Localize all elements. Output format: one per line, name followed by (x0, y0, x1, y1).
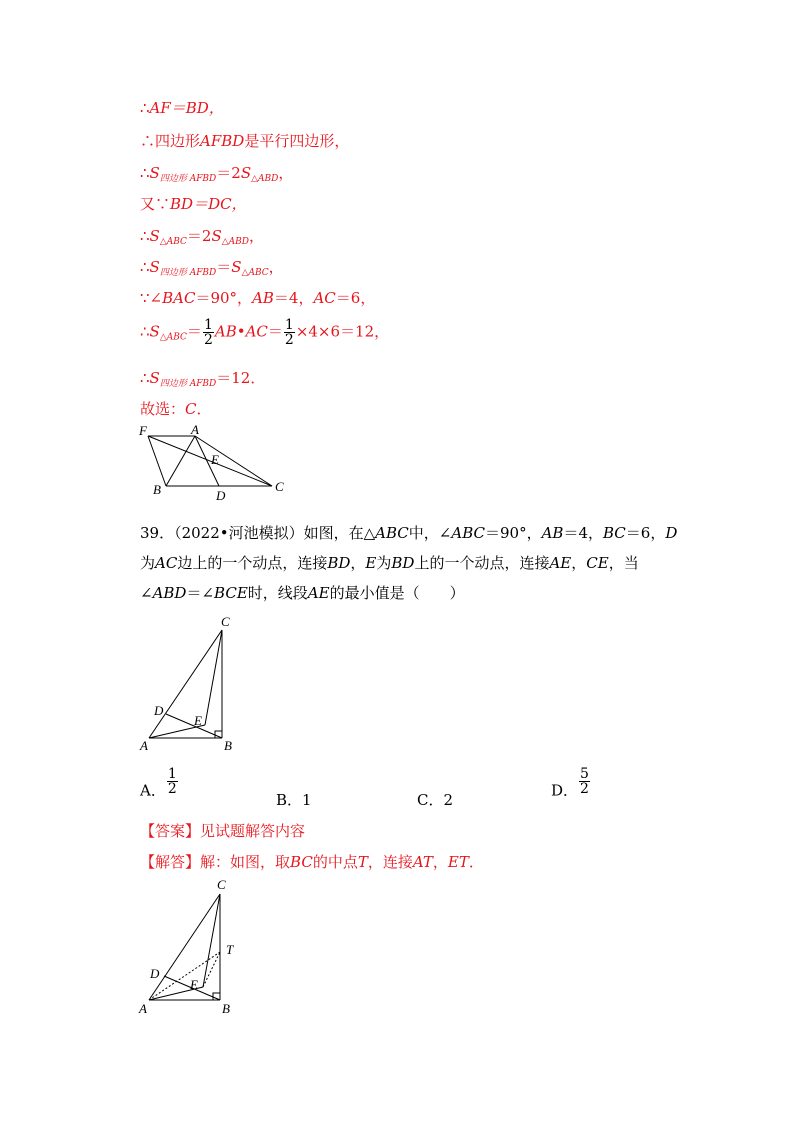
segment-ac (149, 630, 222, 738)
segment-name: AC (313, 289, 336, 307)
option-b[interactable] (276, 789, 312, 810)
question-39 (140, 518, 700, 608)
option-label: A． (140, 781, 166, 800)
segment-name: BD (391, 554, 415, 572)
analysis-tag: 【解答】 (140, 853, 201, 871)
fraction (284, 318, 295, 347)
segment-name: AE (307, 584, 330, 602)
text: ∴ (140, 258, 150, 276)
segment-name: AB (541, 524, 564, 542)
triangle-name: ABC (375, 524, 409, 542)
answer-line (140, 820, 305, 841)
solution-line-1 (140, 97, 224, 118)
numerator: 1 (167, 766, 177, 782)
option-label: B． (276, 791, 303, 809)
text: ， (249, 227, 265, 245)
area-symbol: S (149, 369, 160, 387)
figure-triangle-solution (135, 872, 250, 1022)
text: 上的一个动点，连接 (414, 554, 550, 572)
text: ∴ (140, 164, 150, 182)
text: ． (468, 853, 484, 871)
label-a: A (139, 1001, 147, 1016)
segment-name: AB (252, 289, 274, 307)
subscript: △ABD (221, 237, 250, 247)
label-c: C (221, 614, 230, 629)
text: 是平行四边形， (244, 132, 350, 150)
text: ＝ (216, 258, 232, 276)
segment-fc (148, 436, 272, 486)
point-name: E (365, 554, 377, 572)
subscript: △ABC (241, 268, 269, 278)
text: ＝∠ (186, 584, 215, 602)
area-symbol: S (231, 258, 242, 276)
label-a: A (140, 738, 148, 753)
segment-name: AC (155, 554, 178, 572)
segment-name: BC (290, 853, 313, 871)
text: ∴ (140, 322, 150, 341)
solution-line-7 (140, 287, 375, 308)
denominator: 2 (167, 781, 177, 797)
shape-name: AFBD (200, 132, 245, 150)
product-text: AB•AC (214, 322, 268, 341)
text: 故选： (140, 400, 186, 418)
text: ∠ (140, 584, 153, 602)
text: ＝6， (335, 289, 376, 307)
subscript: 四边形 AFBD (159, 268, 217, 278)
question-number: 39． (140, 524, 175, 542)
point-name: T (357, 853, 368, 871)
text: 解：如图，取 (200, 853, 291, 871)
subscript: △ABD (251, 174, 279, 184)
fraction (167, 767, 178, 796)
text: ×4×6＝12， (295, 322, 390, 341)
subscript: 四边形 AFBD (159, 174, 217, 184)
numerator: 5 (580, 766, 589, 782)
area-symbol: S (149, 322, 160, 341)
segment-et-dotted (203, 952, 220, 987)
text: ∵∠ (140, 289, 163, 307)
text: 如图，在△ (303, 524, 376, 542)
equation-text: BD＝DC， (170, 195, 247, 213)
option-label: C． (417, 791, 444, 809)
segment-at-dotted (149, 952, 220, 1000)
text: ＝ (267, 322, 283, 341)
point-name: D (665, 524, 678, 542)
therefore-symbol: ∴ (140, 99, 150, 117)
angle-name: BAC (162, 289, 196, 307)
label-d: D (154, 703, 164, 718)
segment-name: AE (549, 554, 572, 572)
numerator: 1 (203, 317, 213, 333)
segment-ce (203, 894, 220, 987)
area-symbol: S (149, 227, 160, 245)
subscript: △ABC (159, 237, 187, 247)
option-label: D． (551, 781, 579, 800)
segment-name: ET (447, 853, 469, 871)
angle-name: BCE (214, 584, 248, 602)
label-d: D (216, 488, 226, 503)
segment-ac (149, 894, 220, 1000)
text: ， (432, 853, 448, 871)
segment-name: BC (603, 524, 626, 542)
segment-name: BD (327, 554, 351, 572)
area-symbol: S (149, 164, 160, 182)
text: ，连接 (367, 853, 413, 871)
text: ，当 (608, 554, 639, 572)
figure-parallelogram (135, 420, 295, 505)
label-c: C (217, 877, 226, 892)
question-source: （2022•河池模拟） (174, 524, 304, 542)
text: ＝90°， (485, 524, 542, 542)
text: ＝2 (186, 227, 212, 245)
text: 中，∠ (408, 524, 452, 542)
label-e: E (194, 713, 202, 728)
solution-line-3 (140, 162, 293, 184)
label-a: A (191, 422, 199, 437)
solution-line-2 (140, 130, 349, 151)
solution-line-6 (140, 256, 284, 278)
equation-text: AF＝BD， (149, 99, 224, 117)
segment-ce (205, 630, 222, 725)
text: ， (571, 554, 587, 572)
text: 又∵ (140, 195, 171, 213)
label-e: E (190, 977, 198, 992)
segment-name: CE (586, 554, 609, 572)
fraction (579, 767, 590, 796)
angle-name: ABD (152, 584, 187, 602)
option-a[interactable] (140, 767, 179, 801)
analysis-line (140, 851, 484, 872)
label-t: T (226, 942, 234, 957)
text: 时，线段 (247, 584, 308, 602)
option-value: 1 (302, 791, 312, 809)
text: 为 (140, 554, 156, 572)
fraction (203, 318, 214, 347)
text: ＝6， (625, 524, 666, 542)
text: ， (268, 258, 284, 276)
answer-letter: C (185, 400, 197, 418)
text: ＝ (186, 322, 202, 341)
denominator: 2 (580, 781, 589, 797)
text: ∴ (140, 369, 150, 387)
label-c: C (275, 479, 284, 494)
text: ＝2 (216, 164, 241, 182)
denominator: 2 (284, 332, 294, 348)
area-symbol: S (149, 258, 160, 276)
text: 边上的一个动点，连接 (177, 554, 328, 572)
text: ＝12． (216, 369, 266, 387)
area-symbol: S (211, 227, 222, 245)
answer-tag: 【答案】 (140, 822, 201, 840)
solution-line-8 (140, 318, 389, 347)
figure-triangle-question (135, 610, 245, 755)
segment-ab (166, 436, 195, 486)
solution-line-4 (140, 193, 247, 214)
text: ． (196, 400, 212, 418)
angle-name: ABC (451, 524, 485, 542)
text: ＝4， (273, 289, 314, 307)
text: ， (278, 164, 294, 182)
segment-name: AT (412, 853, 433, 871)
text: ∴ (140, 227, 150, 245)
option-c[interactable] (417, 789, 453, 810)
text: ， (350, 554, 366, 572)
segment-fb (148, 436, 166, 486)
solution-line-10 (140, 398, 212, 419)
text: 为 (376, 554, 392, 572)
label-d: D (150, 966, 160, 981)
solution-line-5 (140, 225, 264, 247)
label-b: B (153, 482, 161, 497)
solution-line-9 (140, 367, 265, 389)
answer-text: 见试题解答内容 (200, 822, 306, 840)
subscript: 四边形 AFBD (159, 379, 217, 389)
text: ＝4， (563, 524, 603, 542)
text: 的中点 (312, 853, 358, 871)
area-symbol: S (240, 164, 252, 182)
label-e: E (211, 452, 219, 467)
label-f: F (139, 423, 147, 438)
label-b: B (222, 1001, 230, 1016)
text: 的最小值是（ ） (329, 584, 465, 602)
text: ＝90°， (195, 289, 253, 307)
denominator: 2 (203, 332, 213, 348)
option-d[interactable] (551, 767, 591, 801)
option-value: 2 (443, 791, 454, 809)
numerator: 1 (284, 317, 294, 333)
subscript: △ABC (159, 332, 187, 343)
label-b: B (224, 738, 232, 753)
text: ∴四边形 (140, 132, 201, 150)
